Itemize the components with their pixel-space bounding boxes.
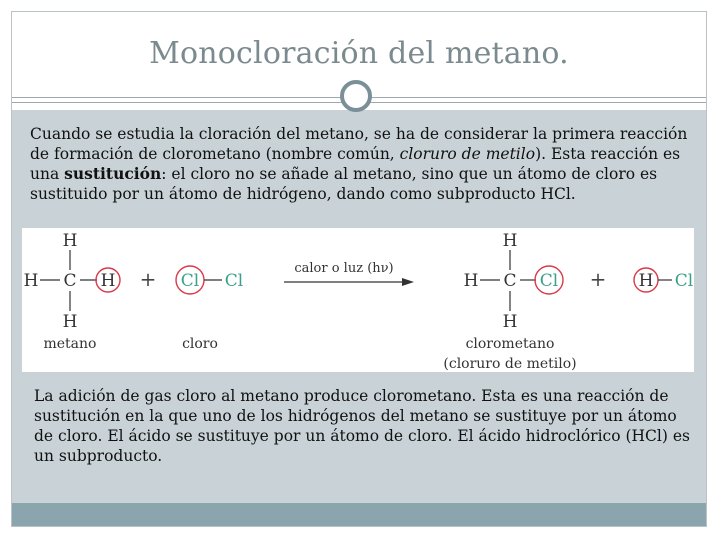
product-h-top: H [502, 231, 518, 251]
label-chloromethane-common: (cloruro de metilo) [443, 356, 577, 372]
label-methane: metano [43, 336, 97, 352]
chlorine-atom-1: Cl [180, 271, 200, 291]
intro-bold: sustitución [64, 164, 162, 183]
hcl-molecule [634, 268, 693, 292]
slide-title: Monocloración del metano. [149, 36, 569, 71]
methane-h-bottom: H [62, 312, 78, 332]
methane-h-top: H [62, 231, 78, 251]
arrow-head-icon [402, 278, 414, 286]
product-h-bottom: H [502, 312, 518, 332]
product-h-left: H [463, 271, 479, 291]
methane-h-right: H [100, 271, 116, 291]
chlorine-atom-2: Cl [224, 271, 244, 291]
label-chlorine: cloro [182, 336, 218, 352]
product-c: C [503, 271, 517, 291]
hcl-h: H [638, 271, 654, 291]
product-cl: Cl [539, 271, 559, 291]
footer-bar [12, 503, 706, 526]
arrow-label: calor o luz (hν) [294, 261, 394, 276]
plus-sign-1: + [139, 267, 157, 291]
intro-text-2: ). Esta reacción es una [30, 145, 681, 183]
hcl-cl: Cl [674, 271, 694, 291]
methane-molecule [24, 231, 120, 332]
caption-paragraph: La adición de gas cloro al metano produce clorometano. Esta es una reacción de sustitución en la que uno de los hidrógenos del metano se sustituye por un átomo de cloro. El ácido se sustituye por un átomo de cloro. El ácido hidroclórico (HCl) es un subproducto. [34, 387, 690, 465]
methane-c: C [63, 271, 77, 291]
plus-sign-2: + [589, 267, 607, 291]
methane-h-left: H [23, 271, 39, 291]
ring-ornament [340, 80, 372, 112]
reaction-diagram [22, 228, 694, 372]
intro-italic: cloruro de metilo [399, 145, 536, 163]
label-chloromethane: clorometano [465, 336, 555, 352]
chlorine-molecule [176, 266, 243, 294]
intro-text-3: : el cloro no se añade al metano, sino que un átomo de cloro es sustituido por un átomo de hidrógeno, dando como subproducto HCl. [30, 165, 658, 203]
chloromethane-molecule [464, 231, 563, 332]
intro-text-1: Cuando se estudia la cloración del metano, se ha de considerar la primera reacción de formación de clorometano (nombre común, [30, 125, 688, 163]
intro-paragraph [30, 124, 700, 204]
